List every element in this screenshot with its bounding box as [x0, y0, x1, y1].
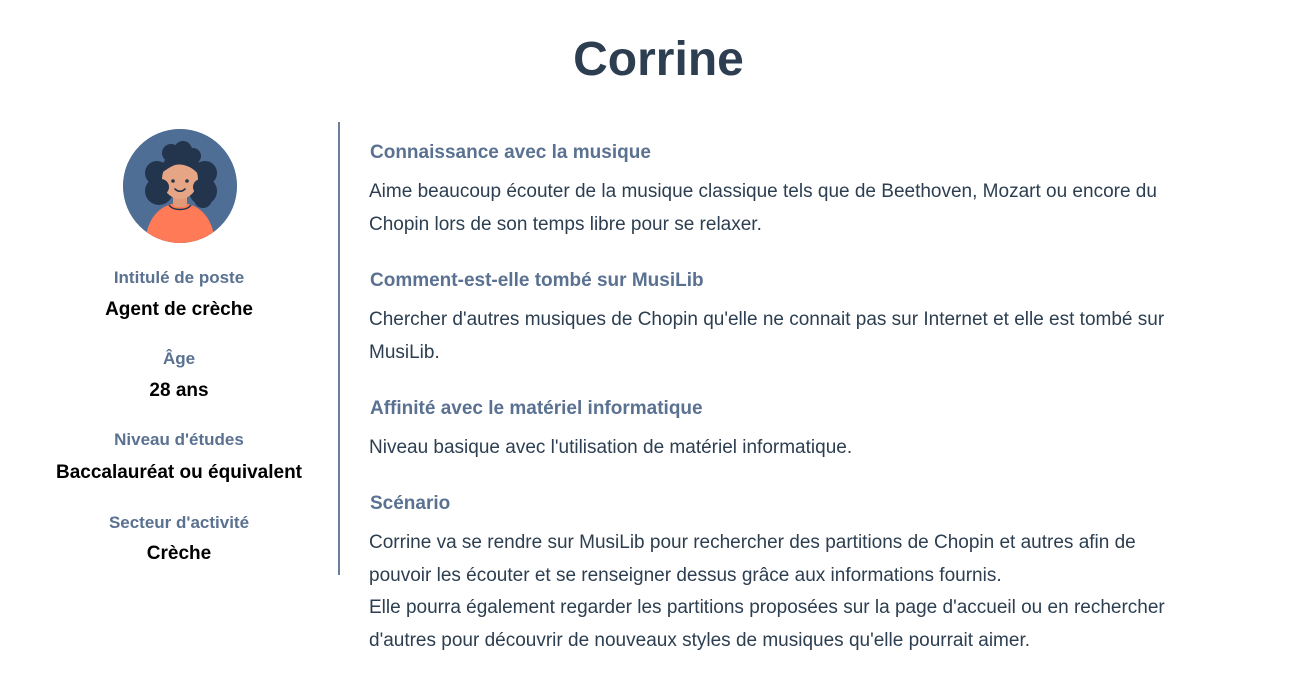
discovery-title: Comment-est-elle tombé sur MusiLib [370, 270, 704, 291]
sector-label: Secteur d'activité [108, 513, 250, 532]
it-affinity-title: Affinité avec le matériel informatique [370, 398, 703, 419]
job-title-value: Agent de crèche [105, 299, 253, 320]
age-label: Âge [162, 349, 196, 368]
it-affinity-text: Niveau basique avec l'utilisation de matériel informatique. [369, 437, 853, 458]
persona-sidebar [20, 122, 340, 575]
scenario-title: Scénario [370, 493, 451, 514]
scenario-text: Corrine va se rendre sur MusiLib pour rechercher des partitions de Chopin et autres afin de pouvoir les écouter et se renseigner dessus grâce aux informations fournis. [369, 532, 1136, 586]
persona-name: Corrine [573, 33, 744, 86]
age-value: 28 ans [149, 380, 209, 401]
woman-avatar-icon [123, 129, 237, 243]
education-value: Baccalauréat ou équivalent [55, 462, 303, 483]
scenario-text-2: Elle pourra également regarder les partitions proposées sur la page d'accueil ou en rechercher d'autres pour découvrir de nouveaux styles de musiques qu'elle pourrait aimer. [369, 597, 1165, 651]
music-knowledge-text: Aime beaucoup écouter de la musique classique tels que de Beethoven, Mozart ou encore du Chopin lors de son temps libre pour se relaxer. [369, 181, 1157, 235]
job-title-label: Intitulé de poste [113, 268, 245, 287]
education-label: Niveau d'études [114, 430, 244, 449]
music-knowledge-title: Connaissance avec la musique [370, 142, 651, 163]
sector-value: Crèche [146, 543, 212, 564]
discovery-text: Chercher d'autres musiques de Chopin qu'elle ne connait pas sur Internet et elle est tombé sur MusiLib. [369, 309, 1165, 363]
